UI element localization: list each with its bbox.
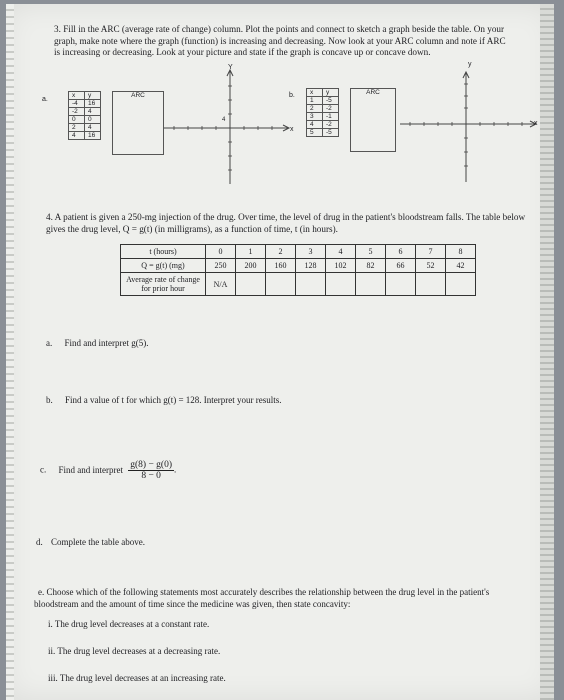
table-cell: 0 bbox=[69, 116, 85, 124]
row-header: Q = g(t) (mg) bbox=[121, 259, 206, 273]
table-cell: 1 bbox=[236, 245, 266, 259]
table-header: x bbox=[307, 89, 323, 97]
table-cell-blank[interactable] bbox=[446, 273, 476, 296]
problem-3-text: 3. Fill in the ARC (average rate of change) column. Plot the points and connect to sketch a graph beside the table. On your graph, make note where the graph (function) is increasing and decreasing. Now look at your ARC column and note if ARC is increasing or decreasing. Look at your picture and state if the graph is concave up or concave down. bbox=[54, 24, 506, 57]
table-cell-blank[interactable] bbox=[236, 273, 266, 296]
table-cell: -5 bbox=[323, 97, 339, 105]
tick-label: 4 bbox=[222, 117, 226, 123]
table-cell: 0 bbox=[206, 245, 236, 259]
part-a-table bbox=[68, 91, 101, 140]
table-cell: 0 bbox=[85, 116, 101, 124]
table-cell: 250 bbox=[206, 259, 236, 273]
question-d bbox=[36, 537, 145, 547]
table-cell: 7 bbox=[416, 245, 446, 259]
table-cell: 4 bbox=[85, 124, 101, 132]
table-cell: 82 bbox=[356, 259, 386, 273]
table-cell: -4 bbox=[69, 100, 85, 108]
table-cell-blank[interactable] bbox=[296, 273, 326, 296]
table-cell: 2 bbox=[307, 105, 323, 113]
x-axis-label: x bbox=[534, 120, 538, 127]
table-header: y bbox=[85, 92, 101, 100]
option-ii: ii. The drug level decreases at a decreasing rate. bbox=[48, 646, 221, 656]
table-cell: 52 bbox=[416, 259, 446, 273]
part-b-label: b. bbox=[289, 92, 295, 99]
option-iii: iii. The drug level decreases at an increasing rate. bbox=[48, 673, 226, 683]
table-header: x bbox=[69, 92, 85, 100]
table-cell-blank[interactable] bbox=[416, 273, 446, 296]
perforation-edge bbox=[6, 4, 14, 700]
y-axis-label: Y bbox=[228, 64, 233, 71]
table-cell: -1 bbox=[323, 113, 339, 121]
question-label: e. bbox=[38, 587, 45, 597]
part-b-table bbox=[306, 88, 339, 137]
table-cell: 2 bbox=[69, 124, 85, 132]
fraction-denominator: 8 − 0 bbox=[141, 471, 161, 481]
question-label: d. bbox=[36, 537, 43, 547]
problem-4-text: 4. A patient is given a 250-mg injection of the drug. Over time, the level of drug in the patient's bloodstream falls. The table below gives the drug level, Q = g(t) (in milligrams), as a function of time, t (in hours). bbox=[46, 212, 526, 234]
table-cell: 6 bbox=[386, 245, 416, 259]
part-b-arc-column bbox=[350, 88, 396, 152]
part-a-label: a. bbox=[42, 96, 48, 103]
table-cell-blank[interactable] bbox=[266, 273, 296, 296]
table-cell: -2 bbox=[323, 105, 339, 113]
table-cell-blank[interactable] bbox=[386, 273, 416, 296]
table-cell: 5 bbox=[307, 129, 323, 137]
option-i: i. The drug level decreases at a constant rate. bbox=[48, 619, 210, 629]
question-label: c. bbox=[40, 464, 47, 475]
question-a bbox=[46, 338, 148, 348]
question-e bbox=[34, 586, 534, 610]
table-cell: -2 bbox=[323, 121, 339, 129]
table-cell: 1 bbox=[307, 97, 323, 105]
table-row bbox=[121, 259, 476, 273]
table-cell: 2 bbox=[266, 245, 296, 259]
table-cell: -2 bbox=[69, 108, 85, 116]
question-text: Find and interpret bbox=[58, 464, 123, 475]
table-row bbox=[121, 245, 476, 259]
table-header: y bbox=[323, 89, 339, 97]
table-cell-blank[interactable] bbox=[326, 273, 356, 296]
arc-header: ARC bbox=[131, 92, 145, 99]
fraction-numerator: g(8) − g(0) bbox=[130, 460, 173, 470]
row-header: Average rate of change for prior hour bbox=[121, 273, 206, 296]
question-text: Complete the table above. bbox=[51, 537, 145, 547]
table-cell: 3 bbox=[296, 245, 326, 259]
drug-level-table bbox=[120, 244, 476, 296]
question-label: a. bbox=[46, 338, 53, 348]
table-cell: 4 bbox=[69, 132, 85, 140]
table-cell: 5 bbox=[356, 245, 386, 259]
question-b bbox=[46, 395, 282, 405]
table-cell: 66 bbox=[386, 259, 416, 273]
question-label: b. bbox=[46, 395, 53, 405]
question-c: c. Find and interpret $\frac{g(8) - g(0)}{8 - 0}$ . bbox=[40, 460, 177, 481]
question-text: Find and interpret g(5). bbox=[64, 338, 149, 348]
table-cell: 16 bbox=[85, 132, 101, 140]
table-cell: -5 bbox=[323, 129, 339, 137]
question-text: Find a value of t for which g(t) = 128. Interpret your results. bbox=[65, 395, 282, 405]
arc-header: ARC bbox=[366, 89, 380, 96]
x-axis-label: x bbox=[290, 126, 294, 133]
part-b-graph-axes bbox=[396, 66, 546, 186]
table-row bbox=[121, 273, 476, 296]
row-header: t (hours) bbox=[121, 245, 206, 259]
table-cell: N/A bbox=[206, 273, 236, 296]
table-cell: 128 bbox=[296, 259, 326, 273]
y-axis-label: y bbox=[468, 61, 472, 68]
part-a-arc-column bbox=[112, 91, 164, 155]
difference-quotient bbox=[128, 460, 174, 481]
table-cell: 4 bbox=[307, 121, 323, 129]
table-cell: 200 bbox=[236, 259, 266, 273]
table-cell: 8 bbox=[446, 245, 476, 259]
table-cell: 42 bbox=[446, 259, 476, 273]
worksheet-page bbox=[6, 4, 554, 700]
question-text: Choose which of the following statements most accurately describes the relationship between the drug level in the patient's bloodstream and the amount of time since the medicine was given, then state concavity: bbox=[34, 587, 490, 609]
table-cell: 4 bbox=[85, 108, 101, 116]
table-cell: 102 bbox=[326, 259, 356, 273]
table-cell: 4 bbox=[326, 245, 356, 259]
table-cell: 3 bbox=[307, 113, 323, 121]
table-cell-blank[interactable] bbox=[356, 273, 386, 296]
table-cell: 160 bbox=[266, 259, 296, 273]
table-cell: 16 bbox=[85, 100, 101, 108]
